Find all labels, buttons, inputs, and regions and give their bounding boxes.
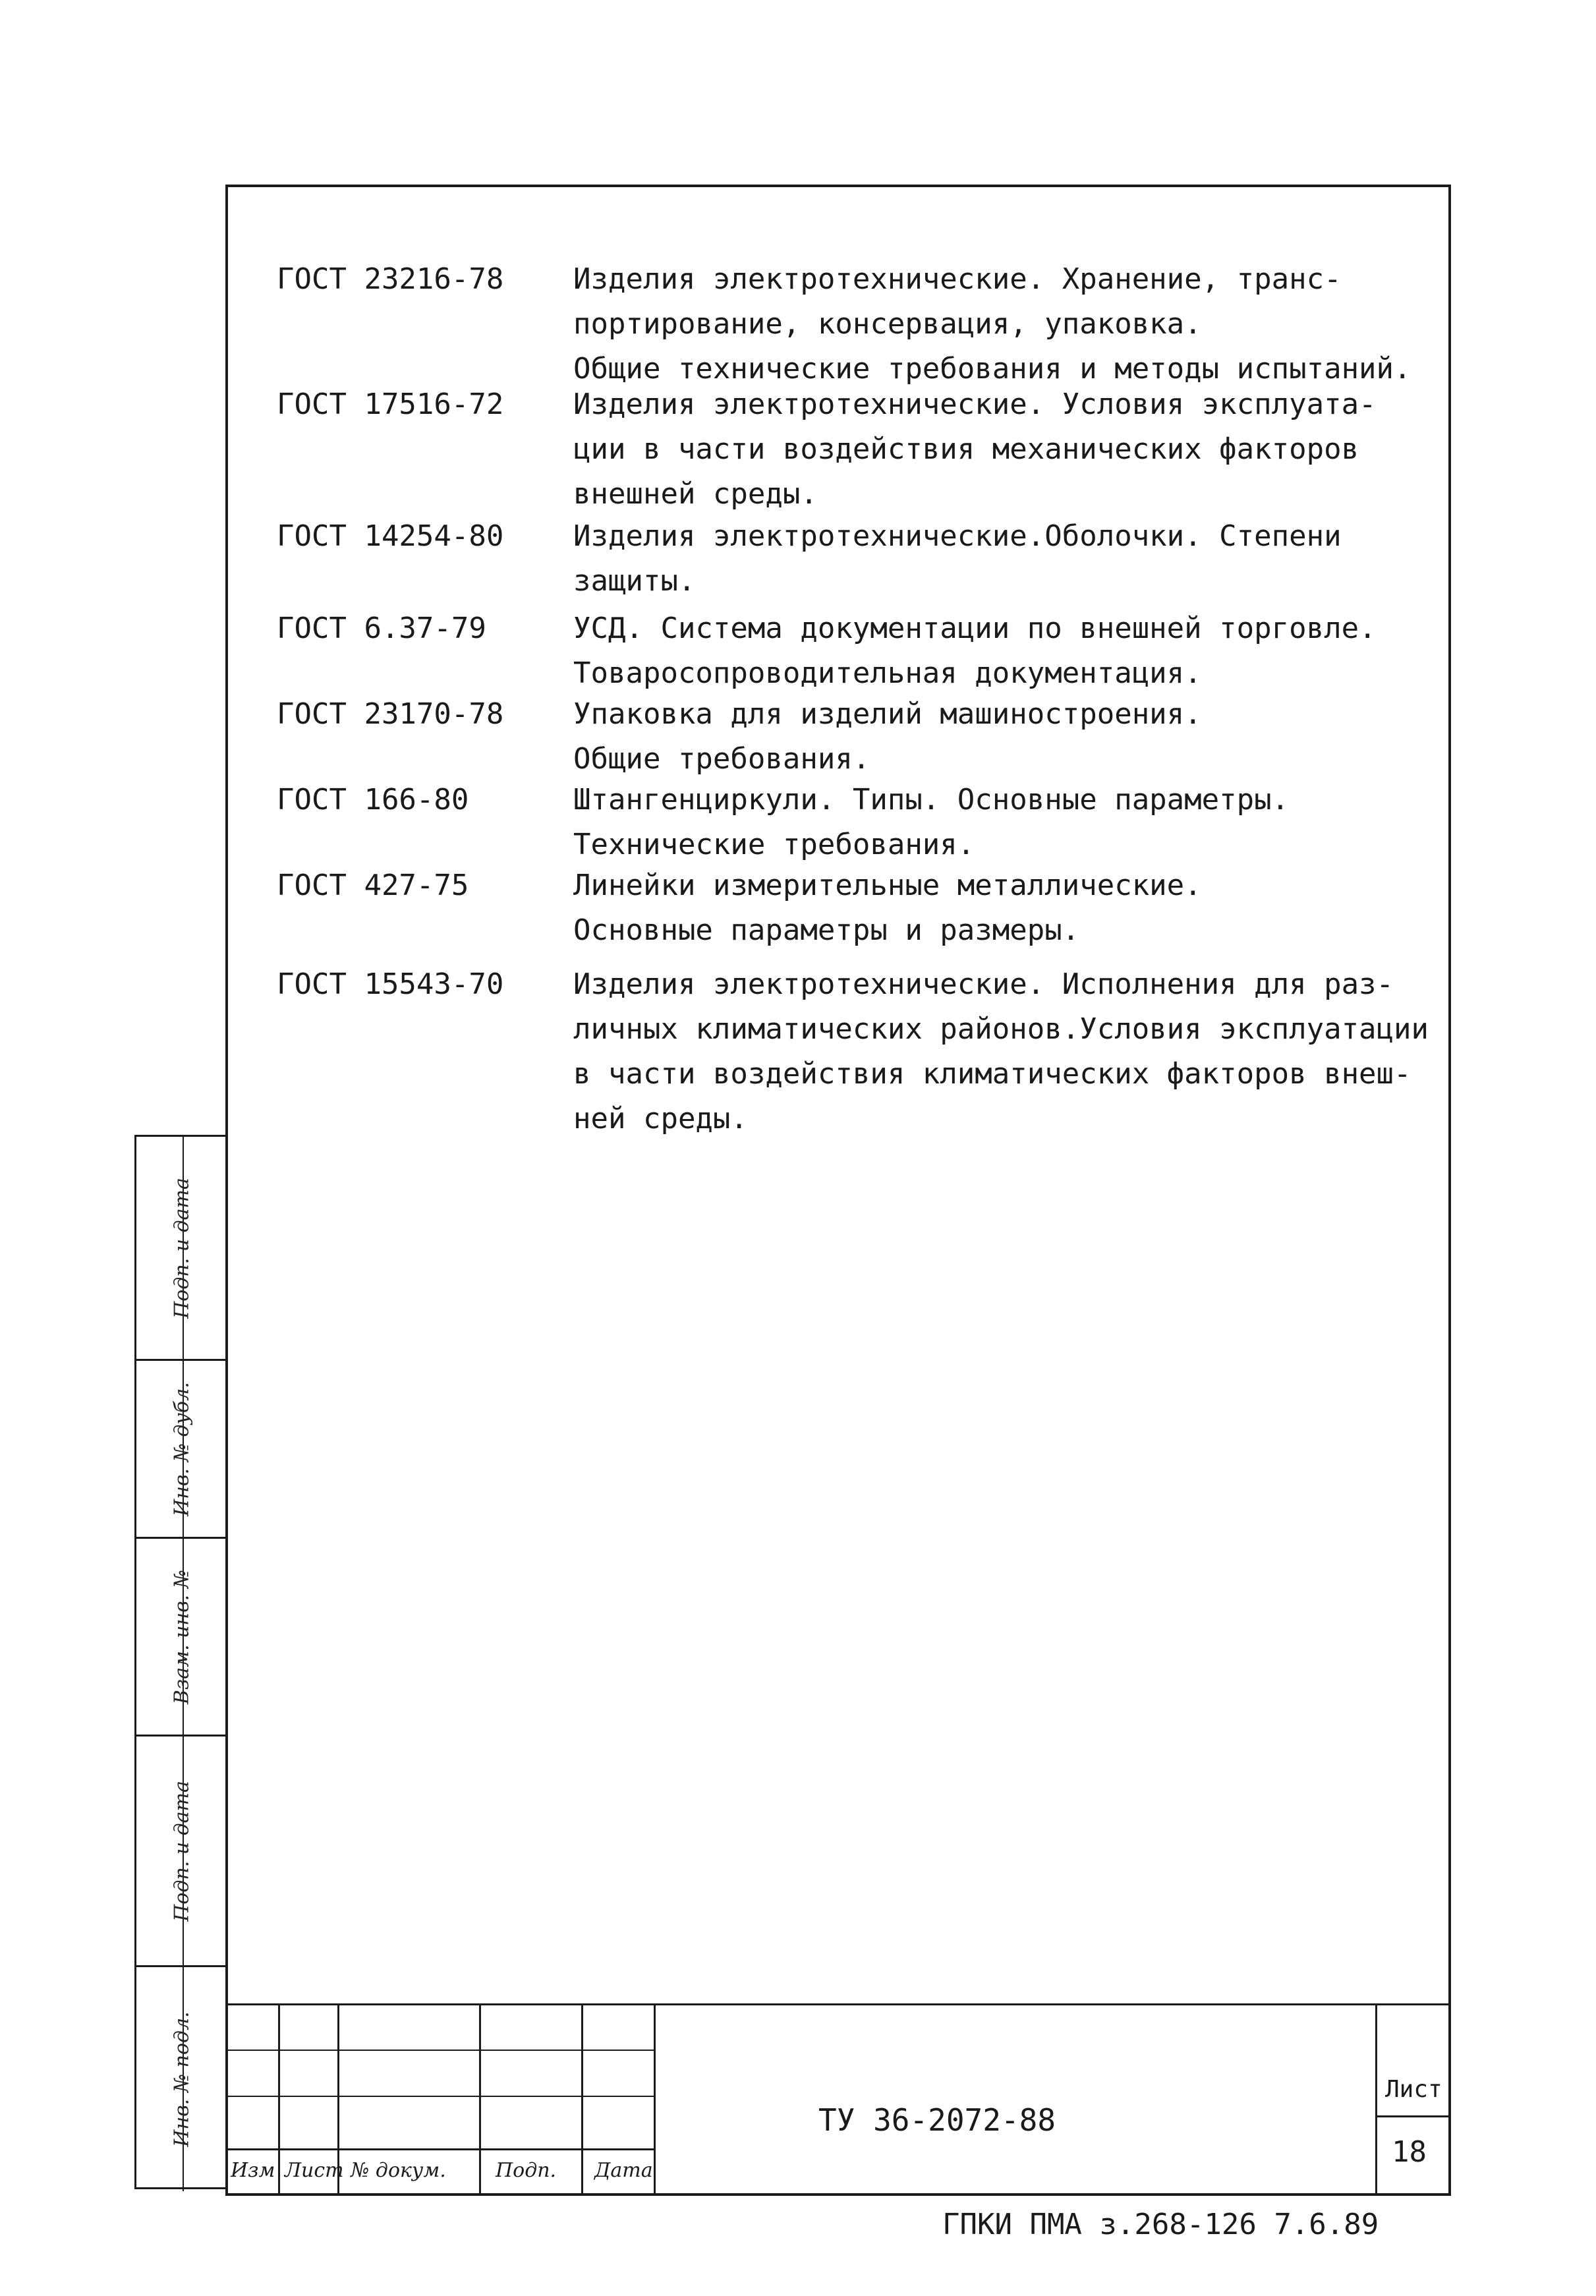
description-line: портирование, консервация, упаковка.: [573, 307, 1202, 341]
reference-code: ГОСТ 23216-78: [277, 262, 504, 296]
title-block: [225, 2003, 1451, 2196]
description-line: Упаковка для изделий машиностроения.: [573, 697, 1202, 731]
side-cell: [136, 1137, 227, 1361]
description-line: Изделия электротехнические. Исполнения для раз-: [573, 967, 1394, 1001]
sheet-label: Лист: [1385, 2076, 1442, 2103]
caption-list: Лист: [285, 2159, 344, 2182]
description-line: Линейки измерительные металлические.: [573, 869, 1202, 902]
reference-code: ГОСТ 427-75: [277, 869, 469, 902]
side-cell: [136, 1539, 227, 1736]
caption-izm: Изм: [231, 2159, 275, 2182]
description-line: УСД. Система документации по внешней торговле.: [573, 612, 1377, 645]
reference-description: [573, 778, 1430, 867]
reference-description: [573, 382, 1430, 517]
description-line: защиты.: [573, 564, 696, 598]
side-label: Взам. инв. №: [170, 1569, 194, 1704]
description-line: Общие технические требования и методы испытаний.: [573, 352, 1411, 386]
side-cell: [136, 1736, 227, 1967]
description-line: Основные параметры и размеры.: [573, 913, 1080, 947]
side-label: Инв. № подл.: [170, 2011, 194, 2147]
description-line: Общие требования.: [573, 742, 870, 776]
reference-description: [573, 514, 1430, 604]
side-label: Подп. и дата: [170, 1177, 194, 1319]
side-stamp: [134, 1135, 225, 2189]
side-cell: [136, 1361, 227, 1539]
reference-code: ГОСТ 17516-72: [277, 387, 504, 421]
caption-sign: Подп.: [496, 2159, 557, 2182]
reference-description: [573, 863, 1430, 953]
description-line: в части воздействия климатических факторов внеш-: [573, 1057, 1411, 1091]
description-line: Товаросопроводительная документация.: [573, 656, 1202, 690]
reference-description: [573, 257, 1430, 391]
description-line: личных климатических районов.Условия эксплуатации: [573, 1012, 1429, 1046]
description-line: внешней среды.: [573, 477, 818, 511]
reference-code: ГОСТ 14254-80: [277, 519, 504, 553]
reference-description: [573, 962, 1430, 1141]
reference-description: [573, 692, 1430, 782]
reference-code: ГОСТ 23170-78: [277, 697, 504, 731]
description-line: Изделия электротехнические. Условия эксплуата-: [573, 387, 1377, 421]
sheet-number: 18: [1392, 2135, 1427, 2169]
caption-doc: № докум.: [351, 2159, 446, 2182]
description-line: ней среды.: [573, 1102, 748, 1135]
reference-code: ГОСТ 15543-70: [277, 967, 504, 1001]
side-label: Подп. и дата: [170, 1780, 194, 1922]
side-cell: [136, 1967, 227, 2191]
reference-code: ГОСТ 6.37-79: [277, 612, 486, 645]
reference-description: [573, 606, 1430, 696]
reference-code: ГОСТ 166-80: [277, 783, 469, 817]
caption-date: Дата: [594, 2159, 653, 2182]
description-line: ции в части воздействия механических факторов: [573, 432, 1359, 466]
description-line: Изделия электротехнические.Оболочки. Степени: [573, 519, 1342, 553]
document-number: ТУ 36-2072-88: [818, 2102, 1056, 2138]
footer-stamp: ГПКИ ПМА з.268-126 7.6.89: [942, 2208, 1379, 2241]
description-line: Штангенциркули. Типы. Основные параметры.: [573, 783, 1290, 817]
description-line: Изделия электротехнические. Хранение, транс-: [573, 262, 1342, 296]
side-label: Инв. № дубл.: [170, 1381, 194, 1516]
description-line: Технические требования.: [573, 828, 975, 861]
